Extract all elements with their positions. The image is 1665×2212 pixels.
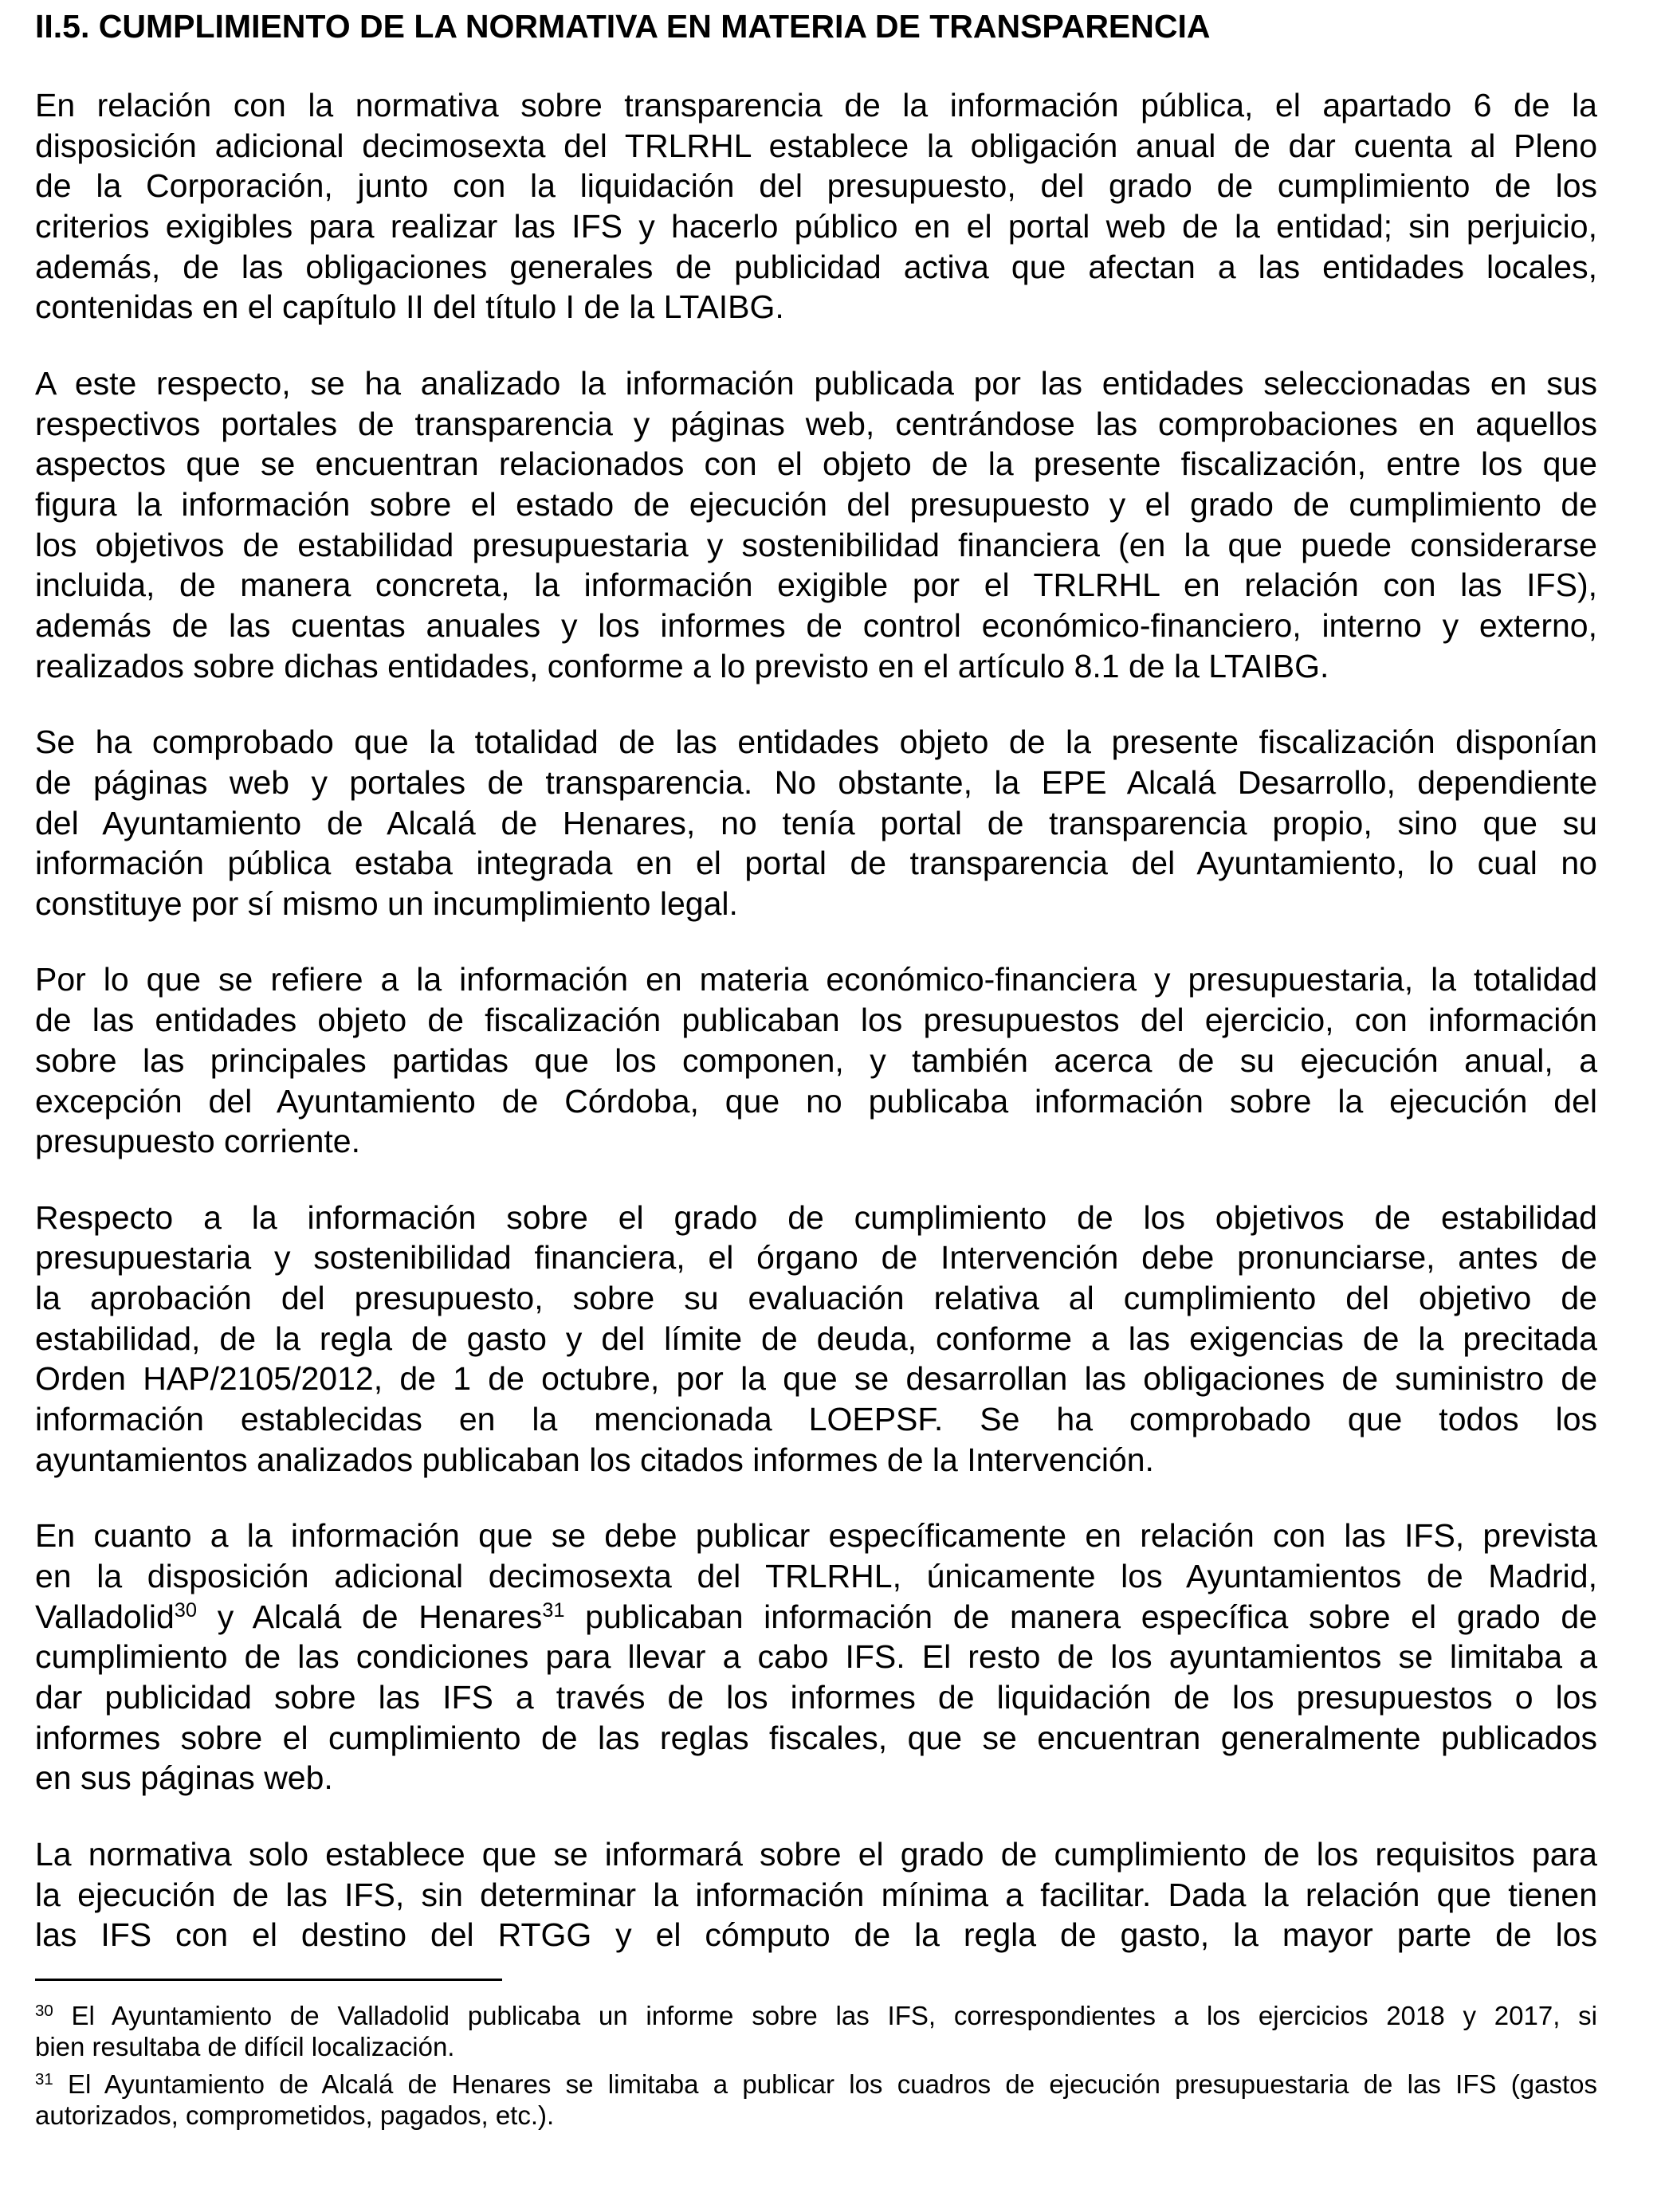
text-segment: Valladolid bbox=[35, 1598, 175, 1635]
text-line: informes sobre el cumplimiento de las reglas fiscales, que se encuentran generalmente publicados bbox=[35, 1719, 1597, 1756]
text-line: Se ha comprobado que la totalidad de las entidades objeto de la presente fiscalización disponían bbox=[35, 724, 1597, 761]
text-line: En cuanto a la información que se debe publicar específicamente en relación con las IFS, prevista bbox=[35, 1517, 1597, 1555]
footnote-number: 30 bbox=[35, 2001, 53, 2020]
text-line: constituye por sí mismo un incumplimiento legal. bbox=[35, 884, 738, 922]
footnote-text: bien resultaba de difícil localización. bbox=[35, 2032, 455, 2061]
text-line: dar publicidad sobre las IFS a través de los informes de liquidación de los presupuestos o los bbox=[35, 1679, 1597, 1716]
paragraph bbox=[35, 1198, 1597, 1481]
footnote-text: autorizados, comprometidos, pagados, etc.). bbox=[35, 2100, 555, 2130]
footnote-line bbox=[35, 2069, 1597, 2100]
text-line: estabilidad, de la regla de gasto y del límite de deuda, conforme a las exigencias de la precitada bbox=[35, 1320, 1597, 1357]
text-line: además, de las obligaciones generales de publicidad activa que afectan a las entidades locales, bbox=[35, 248, 1597, 285]
paragraph bbox=[35, 1516, 1597, 1798]
text-line: en la disposición adicional decimosexta del TRLRHL, únicamente los Ayuntamientos de Madrid, bbox=[35, 1557, 1597, 1594]
text-line: respectivos portales de transparencia y páginas web, centrándose las comprobaciones en aquellos bbox=[35, 405, 1597, 442]
footnote bbox=[35, 2069, 1597, 2131]
paragraph bbox=[35, 959, 1597, 1161]
text-line: presupuestaria y sostenibilidad financiera, el órgano de Intervención debe pronunciarse, antes de bbox=[35, 1239, 1597, 1277]
footnote-line bbox=[35, 2031, 1597, 2062]
footnotes bbox=[35, 2000, 1597, 2131]
text-line: realizados sobre dichas entidades, conforme a lo previsto en el artículo 8.1 de la LTAIBG. bbox=[35, 647, 1329, 684]
footnote-text: El Ayuntamiento de Valladolid publicaba un informe sobre las IFS, correspondientes a los ejercicios 2018 y 2017, si bbox=[53, 2001, 1597, 2030]
text-line bbox=[35, 1597, 1597, 1637]
text-line: presupuesto corriente. bbox=[35, 1123, 360, 1160]
text-segment: y Alcalá de Henares bbox=[197, 1598, 543, 1635]
text-line: las IFS con el destino del RTGG y el cómputo de la regla de gasto, la mayor parte de los bbox=[35, 1916, 1597, 1954]
text-line: figura la información sobre el estado de ejecución del presupuesto y el grado de cumplimiento de bbox=[35, 485, 1597, 523]
text-line: del Ayuntamiento de Alcalá de Henares, no tenía portal de transparencia propio, sino que su bbox=[35, 804, 1597, 841]
text-line: Respecto a la información sobre el grado de cumplimiento de los objetivos de estabilidad bbox=[35, 1198, 1597, 1236]
text-segment: publicaban información de manera específica sobre el grado de bbox=[564, 1598, 1597, 1635]
footnote-separator bbox=[35, 1979, 502, 1981]
text-line: la ejecución de las IFS, sin determinar la información mínima a facilitar. Dada la relación que tienen bbox=[35, 1876, 1597, 1913]
text-line: aspectos que se encuentran relacionados con el objeto de la presente fiscalización, entre los que bbox=[35, 445, 1597, 483]
text-line: la aprobación del presupuesto, sobre su evaluación relativa al cumplimiento del objetivo de bbox=[35, 1280, 1597, 1317]
paragraph bbox=[35, 722, 1597, 924]
paragraph bbox=[35, 85, 1597, 327]
text-line: de las entidades objeto de fiscalización publicaban los presupuestos del ejercicio, con información bbox=[35, 1002, 1597, 1039]
body-text bbox=[35, 85, 1597, 1991]
text-line: información pública estaba integrada en el portal de transparencia del Ayuntamiento, lo cual no bbox=[35, 845, 1597, 882]
text-line: cumplimiento de las condiciones para llevar a cabo IFS. El resto de los ayuntamientos se limitaba a bbox=[35, 1638, 1597, 1676]
text-line: en sus páginas web. bbox=[35, 1759, 333, 1797]
footnote-text: El Ayuntamiento de Alcalá de Henares se limitaba a publicar los cuadros de ejecución presupuestaria de las IFS (gastos bbox=[53, 2069, 1597, 2099]
footnote-line bbox=[35, 2100, 1597, 2131]
text-line: En relación con la normativa sobre transparencia de la información pública, el apartado 6 de la bbox=[35, 87, 1597, 124]
footnote-reference: 30 bbox=[174, 1598, 198, 1622]
text-line: criterios exigibles para realizar las IFS y hacerlo público en el portal web de la entidad; sin perjuicio, bbox=[35, 208, 1597, 245]
paragraph bbox=[35, 1834, 1597, 1955]
text-line: además de las cuentas anuales y los informes de control económico-financiero, interno y externo, bbox=[35, 607, 1597, 645]
text-line: Por lo que se refiere a la información en materia económico-financiera y presupuestaria, la totalidad bbox=[35, 961, 1597, 998]
text-line: Orden HAP/2105/2012, de 1 de octubre, por la que se desarrollan las obligaciones de suministro de bbox=[35, 1360, 1597, 1398]
paragraph bbox=[35, 363, 1597, 687]
footnote-number: 31 bbox=[35, 2069, 53, 2088]
footnote bbox=[35, 2000, 1597, 2062]
text-line: disposición adicional decimosexta del TRLRHL establece la obligación anual de dar cuenta al Pleno bbox=[35, 127, 1597, 164]
text-line: los objetivos de estabilidad presupuestaria y sostenibilidad financiera (en la que puede considerarse bbox=[35, 526, 1597, 563]
text-line: sobre las principales partidas que los componen, y también acerca de su ejecución anual, a bbox=[35, 1041, 1597, 1079]
footnote-line bbox=[35, 2000, 1597, 2031]
text-line: información establecidas en la mencionada LOEPSF. Se ha comprobado que todos los bbox=[35, 1401, 1597, 1438]
text-line: excepción del Ayuntamiento de Córdoba, que no publicaba información sobre la ejecución del bbox=[35, 1082, 1597, 1120]
text-line: incluida, de manera concreta, la información exigible por el TRLRHL en relación con las IFS), bbox=[35, 567, 1597, 604]
text-line: contenidas en el capítulo II del título I de la LTAIBG. bbox=[35, 288, 784, 326]
text-line: La normativa solo establece que se informará sobre el grado de cumplimiento de los requisitos para bbox=[35, 1835, 1597, 1873]
footnote-reference: 31 bbox=[542, 1598, 565, 1622]
text-line: de páginas web y portales de transparencia. No obstante, la EPE Alcalá Desarrollo, dependiente bbox=[35, 763, 1597, 801]
text-line: ayuntamientos analizados publicaban los citados informes de la Intervención. bbox=[35, 1441, 1154, 1478]
text-line: A este respecto, se ha analizado la información publicada por las entidades seleccionadas en sus bbox=[35, 364, 1597, 402]
section-heading: II.5. CUMPLIMIENTO DE LA NORMATIVA EN MATERIA DE TRANSPARENCIA bbox=[35, 8, 1211, 45]
text-line: de la Corporación, junto con la liquidación del presupuesto, del grado de cumplimiento de los bbox=[35, 167, 1597, 205]
